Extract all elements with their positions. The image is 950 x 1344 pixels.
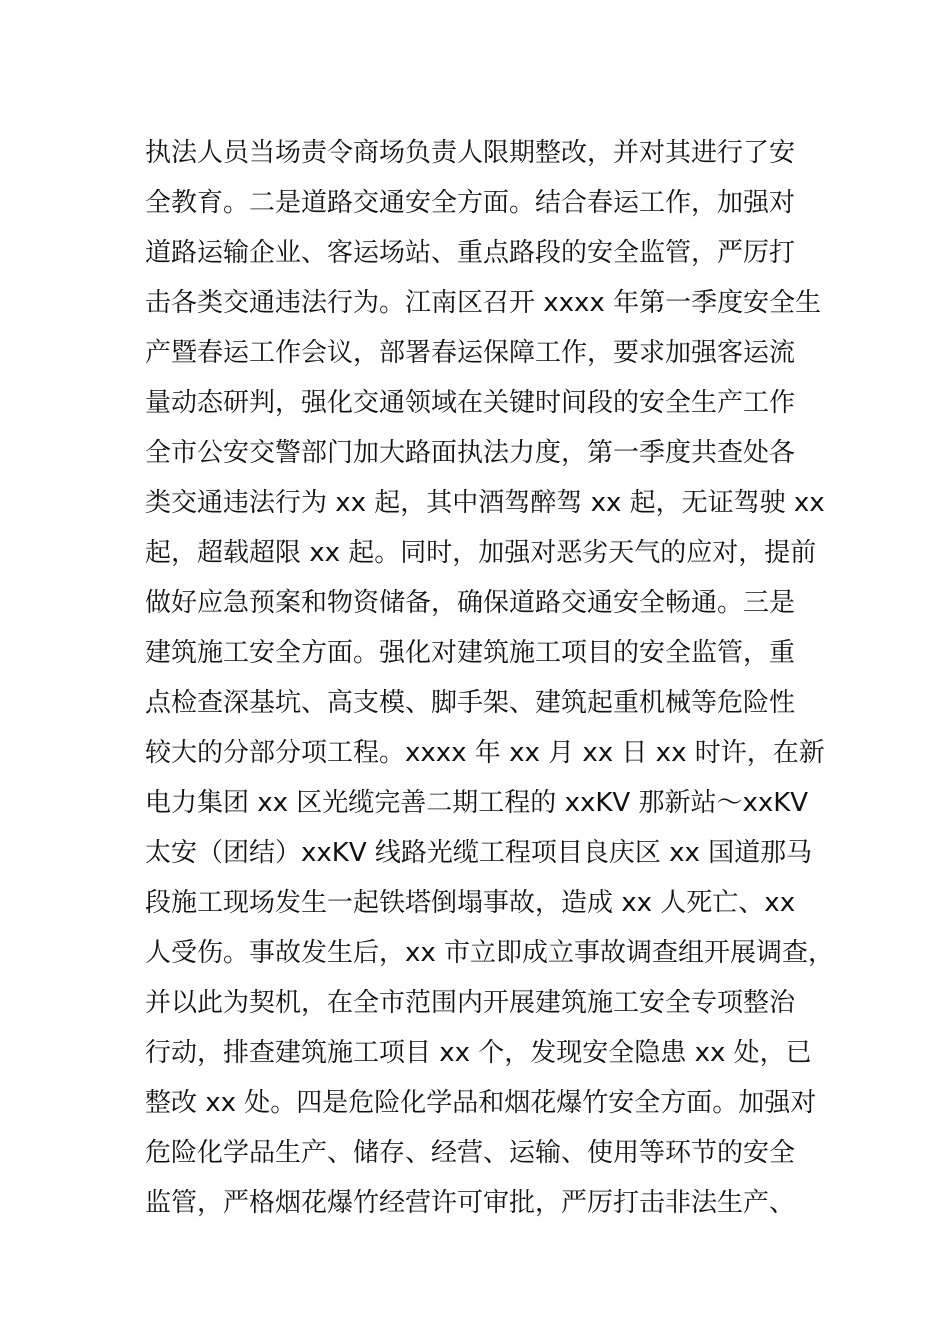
text-line-11: 建筑施工安全方面。强化对建筑施工项目的安全监管，重	[145, 638, 796, 668]
text-line-7: 全市公安交警部门加大路面执法力度，第一季度共查处各	[145, 438, 796, 468]
text-line-20: 整改 xx 处。四是危险化学品和烟花爆竹安全方面。加强对	[145, 1088, 817, 1118]
text-line-19: 行动，排查建筑施工项目 xx 个，发现安全隐患 xx 处，已	[145, 1038, 812, 1068]
text-line-21: 危险化学品生产、储存、经营、运输、使用等环节的安全	[145, 1138, 796, 1168]
text-line-15: 太安（团结）xxKV 线路光缆工程项目良庆区 xx 国道那马	[145, 838, 813, 868]
text-line-12: 点检查深基坑、高支模、脚手架、建筑起重机械等危险性	[145, 688, 796, 718]
text-line-17: 人受伤。事故发生后，xx 市立即成立事故调查组开展调查，	[145, 938, 835, 968]
body-text	[145, 128, 845, 1228]
text-line-14: 电力集团 xx 区光缆完善二期工程的 xxKV 那新站～xxKV	[145, 788, 809, 818]
text-line-10: 做好应急预案和物资储备，确保道路交通安全畅通。三是	[145, 588, 796, 618]
text-line-18: 并以此为契机，在全市范围内开展建筑施工安全专项整治	[145, 988, 796, 1018]
text-line-3: 道路运输企业、客运场站、重点路段的安全监管，严厉打	[145, 238, 796, 268]
text-line-5: 产暨春运工作会议，部署春运保障工作，要求加强客运流	[145, 338, 796, 368]
text-line-13: 较大的分部分项工程。xxxx 年 xx 月 xx 日 xx 时许，在新	[145, 738, 825, 768]
text-line-16: 段施工现场发生一起铁塔倒塌事故，造成 xx 人死亡、xx	[145, 888, 796, 918]
text-line-9: 起，超载超限 xx 起。同时，加强对恶劣天气的应对，提前	[145, 538, 817, 568]
text-line-6: 量动态研判，强化交通领域在关键时间段的安全生产工作	[145, 388, 796, 418]
text-line-1: 执法人员当场责令商场负责人限期整改，并对其进行了安	[145, 138, 796, 168]
text-line-2: 全教育。二是道路交通安全方面。结合春运工作，加强对	[145, 188, 796, 218]
text-line-22: 监管，严格烟花爆竹经营许可审批，严厉打击非法生产、	[145, 1188, 796, 1218]
text-line-8: 类交通违法行为 xx 起，其中酒驾醉驾 xx 起，无证驾驶 xx	[145, 488, 825, 518]
text-line-4: 击各类交通违法行为。江南区召开 xxxx 年第一季度安全生	[145, 288, 822, 318]
